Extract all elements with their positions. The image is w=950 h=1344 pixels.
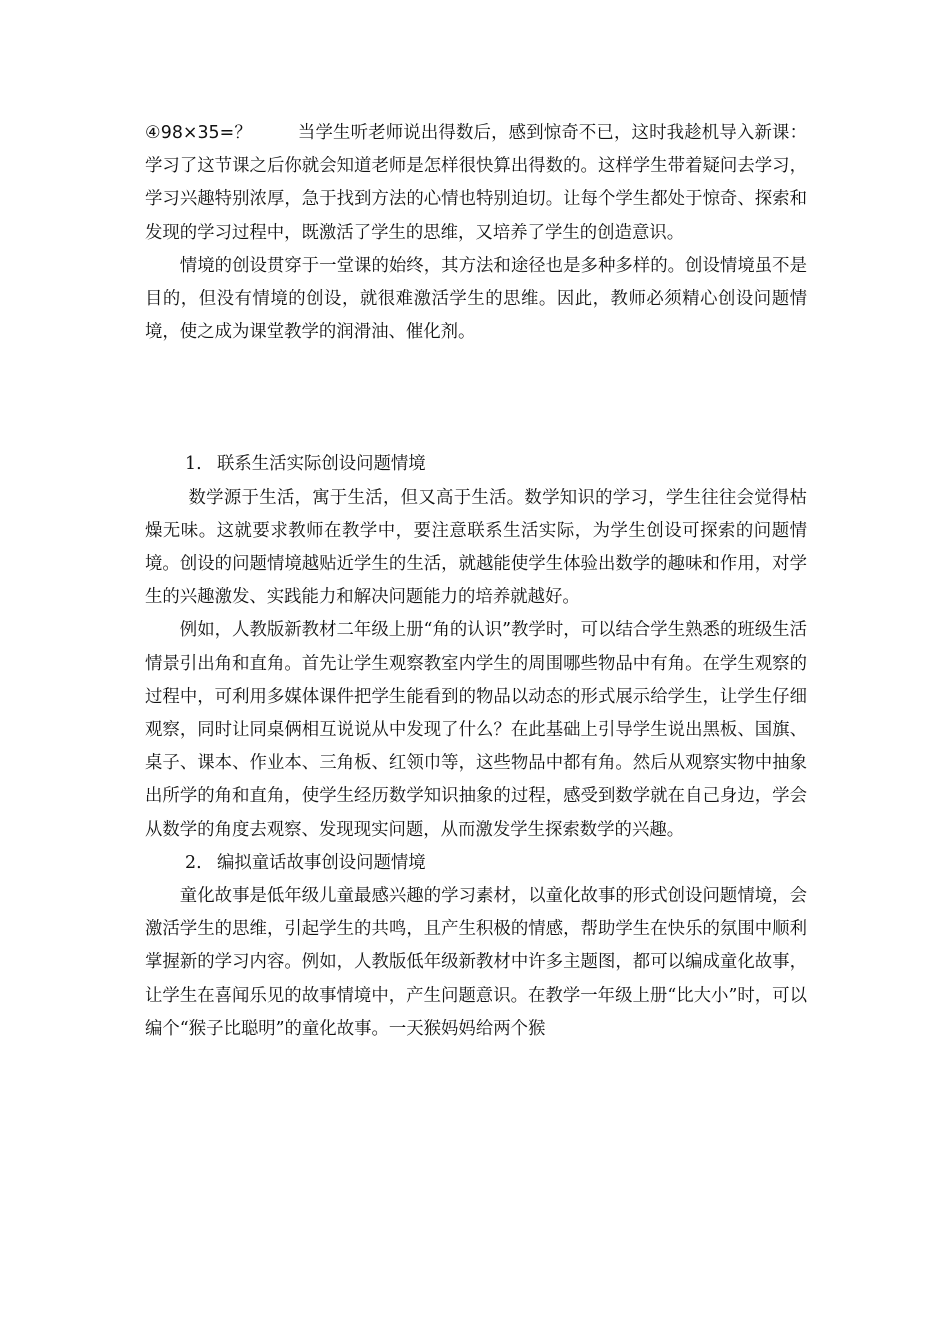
- section2-number: 2.: [185, 852, 202, 873]
- section2-heading: [145, 847, 807, 880]
- section-gap: [145, 349, 807, 448]
- section2-paragraph-1: 童化故事是低年级儿童最感兴趣的学习素材，以童化故事的形式创设问题情境，会激活学生的思维，引起学生的共鸣，且产生积极的情感，帮助学生在快乐的氛围中顺利掌握新的学习内容。例如，人教版低年级新教材中许多主题图，都可以编成童化故事，让学生在喜闻乐见的故事情境中，产生问题意识。在教学一年级上册“比大小”时，可以编个“猴子比聪明”的童化故事。一天猴妈妈给两个猴: [145, 886, 807, 1039]
- intro-formula: ④98×35=？: [145, 123, 252, 143]
- section1-paragraph-2: 例如，人教版新教材二年级上册“角的认识”教学时，可以结合学生熟悉的班级生活情景引出角和直角。首先让学生观察教室内学生的周围哪些物品中有角。在学生观察的过程中，可利用多媒体课件把学生能看到的物品以动态的形式展示给学生，让学生仔细观察，同时让同桌俩相互说说从中发现了什么？在此基础上引导学生说出黑板、国旗、桌子、课本、作业本、三角板、红领巾等，这些物品中都有角。然后从观察实物中抽象出所学的角和直角，使学生经历数学知识抽象的过程，感受到数学就在自己身边，学会从数学的角度去观察、发现现实问题，从而激发学生探索数学的兴趣。: [145, 620, 807, 840]
- intro-text: 当学生听老师说出得数后，感到惊奇不已，这时我趁机导入新课：学习了这节课之后你就会知道老师是怎样很快算出得数的。这样学生带着疑问去学习，学习兴趣特别浓厚，急于找到方法的心情也特别迫切。让每个学生都处于惊奇、探索和发现的学习过程中，既激活了学生的思维，又培养了学生的创造意识。: [145, 123, 807, 243]
- section2-title: 编拟童话故事创设问题情境: [217, 852, 426, 873]
- summary-paragraph: 情境的创设贯穿于一堂课的始终，其方法和途径也是多种多样的。创设情境虽不是目的，但没有情境的创设，就很难激活学生的思维。因此，教师必须精心创设问题情境，使之成为课堂教学的润滑油、催化剂。: [145, 255, 807, 343]
- section1-paragraph-1: 数学源于生活，寓于生活，但又高于生活。数学知识的学习，学生往往会觉得枯燥无味。这就要求教师在教学中，要注意联系生活实际，为学生创设可探索的问题情境。创设的问题情境越贴近学生的生活，就越能使学生体验出数学的趣味和作用，对学生的兴趣激发、实践能力和解决问题能力的培养就越好。: [145, 487, 807, 608]
- intro-paragraph: [145, 117, 807, 250]
- document-page: [145, 117, 807, 1046]
- section1-number: 1.: [185, 454, 202, 475]
- section1-heading: [145, 448, 807, 481]
- section1-title: 联系生活实际创设问题情境: [217, 454, 426, 475]
